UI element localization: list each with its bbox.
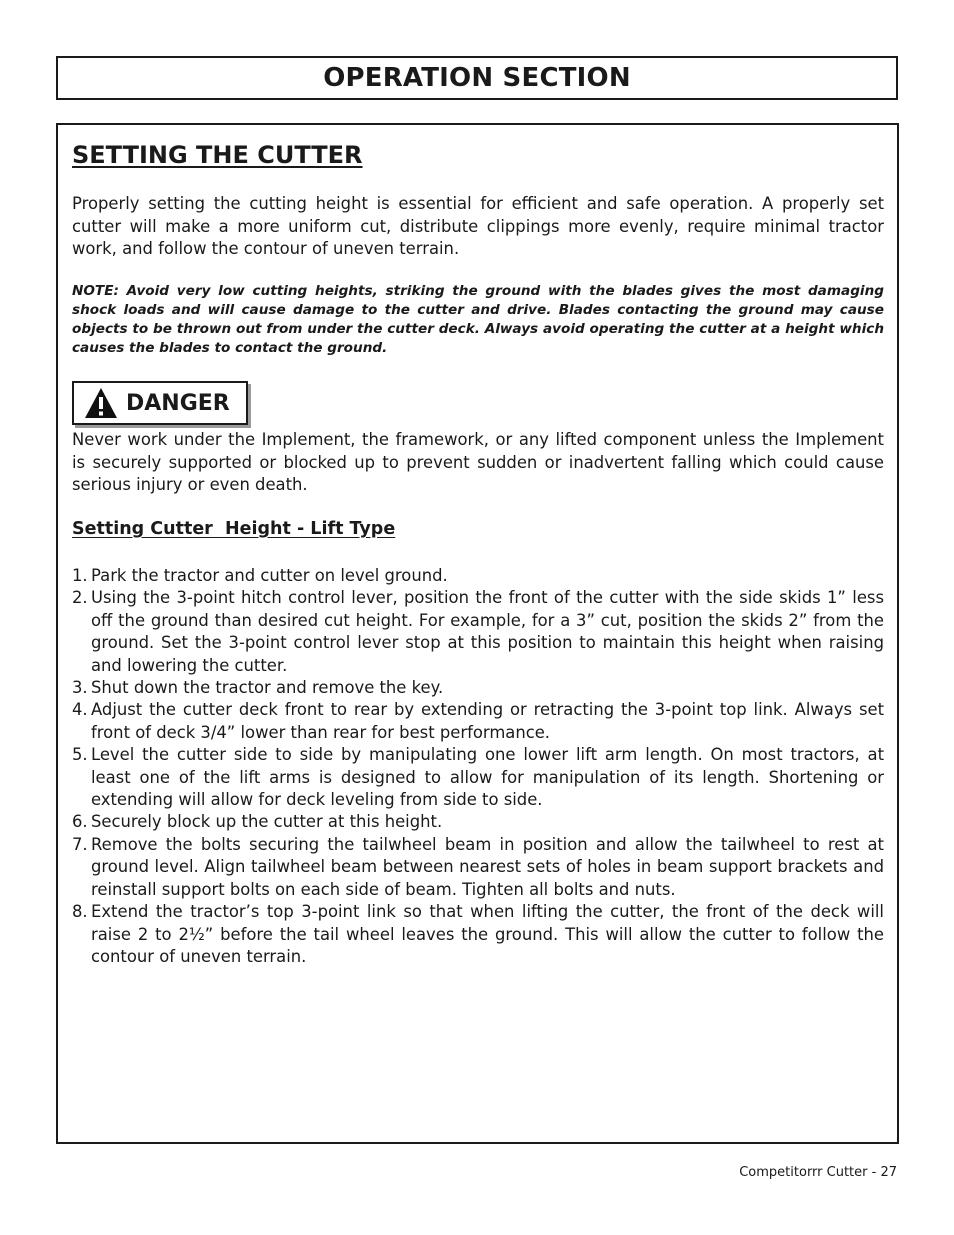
step-text: Securely block up the cutter at this height. — [91, 812, 443, 832]
list-item — [72, 699, 884, 744]
danger-text: Never work under the Implement, the framework, or any lifted component unless the Implement is securely supported or blocked up to prevent sudden or inadvertent falling which could cause serious injury or even death. — [72, 430, 884, 494]
step-text: Park the tractor and cutter on level ground. — [91, 566, 448, 585]
note-paragraph: NOTE: Avoid very low cutting heights, striking the ground with the blades gives the most damaging shock loads and will cause damage to the cutter and drive. Blades contacting the ground may cause objects to be thrown out from under the cutter deck. Always avoid operating the cutter at a height which causes the blades to contact the ground. — [72, 283, 884, 356]
section-header-title: OPERATION SECTION — [323, 63, 631, 93]
content-box — [56, 123, 899, 1144]
list-item — [72, 744, 884, 811]
step-number: 6. — [72, 812, 88, 832]
step-text: Extend the tractor’s top 3-point link so that when lifting the cutter, the front of the deck will raise 2 to 2½” before the tail wheel leaves the ground. This will allow the cutter to follow the contour of uneven terrain. — [91, 902, 884, 966]
steps-list — [72, 565, 884, 968]
list-item — [72, 587, 884, 677]
list-item — [72, 677, 884, 699]
list-item — [72, 565, 884, 587]
page-title: SETTING THE CUTTER — [72, 141, 363, 169]
step-text: Remove the bolts securing the tailwheel beam in position and allow the tailwheel to rest at ground level. Align tailwheel beam between nearest sets of holes in beam support brackets and reinstall support bolts on each side of beam. Tighten all bolts and nuts. — [91, 834, 884, 899]
danger-label: DANGER — [126, 390, 230, 416]
section-header — [56, 56, 898, 100]
intro-paragraph: Properly setting the cutting height is essential for efficient and safe operation. A properly set cutter will make a more uniform cut, distribute clippings more evenly, require minimal tractor work, and follow the contour of uneven terrain. — [72, 194, 884, 258]
step-number: 2. — [72, 588, 88, 608]
step-number: 3. — [72, 678, 88, 698]
warning-triangle-icon — [84, 387, 118, 419]
step-number: 4. — [72, 700, 88, 720]
step-text: Using the 3-point hitch control lever, position the front of the cutter with the side skids 1” less off the ground than desired cut height. For example, for a 3” cut, position the skids 2” from the ground. Set the 3-point control lever stop at this position to maintain this height when raising and lowering the cutter. — [91, 588, 884, 675]
step-number: 7. — [72, 834, 88, 854]
list-item — [72, 901, 884, 968]
step-number: 8. — [72, 902, 88, 922]
list-item — [72, 834, 884, 901]
step-number: 5. — [72, 745, 88, 765]
page-footer: Competitorrr Cutter - 27 — [739, 1165, 897, 1180]
step-text: Shut down the tractor and remove the key. — [91, 678, 444, 698]
step-number: 1. — [72, 566, 88, 585]
step-text: Level the cutter side to side by manipulating one lower lift arm length. On most tractors, at least one of the lift arms is designed to allow for manipulation of its length. Shortening or extending will allow for deck leveling from side to side. — [91, 745, 884, 810]
step-text: Adjust the cutter deck front to rear by extending or retracting the 3-point top link. Always set front of deck 3/4” lower than rear for best performance. — [91, 700, 884, 742]
danger-badge — [72, 381, 248, 425]
subheading: Setting Cutter Height - Lift Type — [72, 519, 396, 539]
list-item — [72, 811, 884, 833]
